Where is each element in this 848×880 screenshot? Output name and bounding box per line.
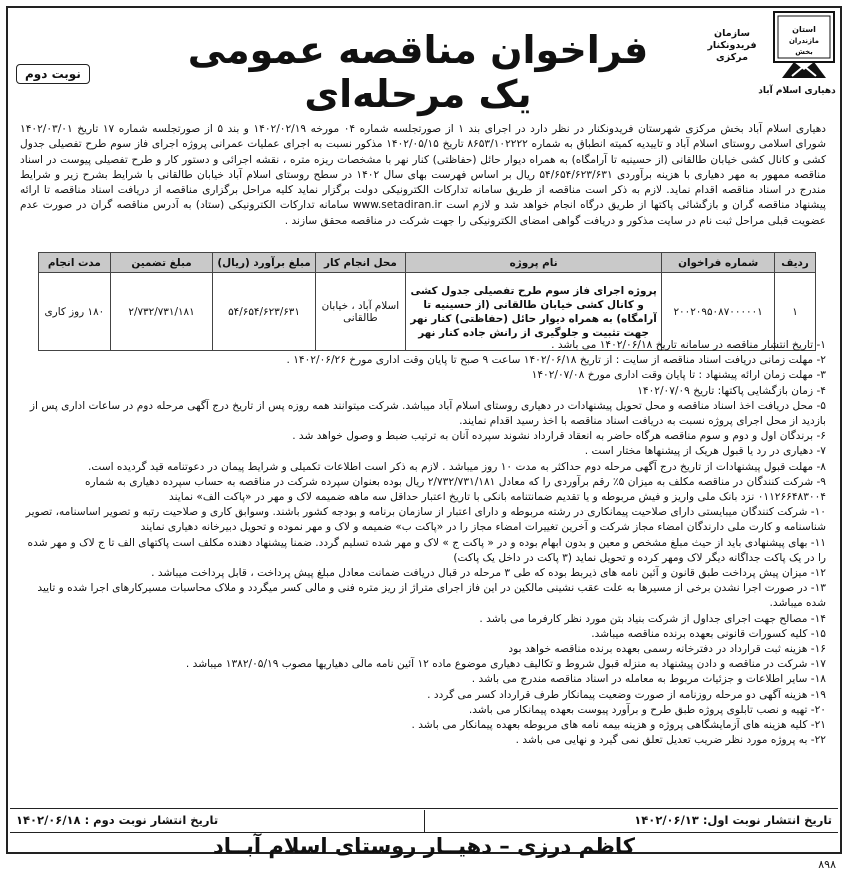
project-table <box>38 252 816 351</box>
condition-item: ۴- زمان بازگشایی پاکتها: تاریخ ۱۴۰۲/۰۷/۰۹ <box>637 384 826 397</box>
svg-text:بخش: بخش <box>795 48 813 56</box>
organization-name: سازمان فریدونکنار مرکزی <box>707 28 757 63</box>
condition-item: ۶- برندگان اول و دوم و سوم مناقصه هرگاه حاضر به انعقاد قرارداد نشوند سپرده آنان به ترتیب ضبط و وصول خواهد شد . <box>292 430 826 443</box>
publication-first-date: تاریخ انتشار نوبت اول: ۱۴۰۲/۰۶/۱۳ <box>634 813 832 827</box>
condition-item: ۱- تاریخ انتشار مناقصه در سامانه تاریخ ۱۴۰۲/۰۶/۱۸ می باشد . <box>551 339 826 351</box>
logo-caption: دهیاری اسلام آباد <box>758 86 836 96</box>
publication-second-date: تاریخ انتشار نوبت دوم : ۱۴۰۲/۰۶/۱۸ <box>16 813 219 827</box>
col-call-number: شماره فراخوان <box>662 253 775 273</box>
signature-line: کاظم درزی – دهیــار روستای اسلام آبــاد <box>213 834 635 858</box>
round-badge: نوبت دوم <box>16 64 90 84</box>
condition-item: ۷- دهیاری در رد یا قبول هریک از پیشنهاها مختار است . <box>584 445 826 458</box>
col-estimate: مبلغ برآورد (ریال) <box>213 253 316 273</box>
col-project-name: نام پروژه <box>405 253 661 273</box>
organization-block <box>692 6 842 106</box>
table-header-row <box>39 253 816 273</box>
condition-item: ۸- مهلت قبول پیشنهادات از تاریخ درج آگهی مرحله دوم حداکثر به مدت ۱۰ روز میباشد . لازم به ذکر است اطلاعات تکمیلی و شرایط پیمان در دعوتنامه قید گردیده است. <box>87 460 826 473</box>
divider-bottom <box>10 832 838 833</box>
col-guarantee: مبلغ تضمین <box>110 253 213 273</box>
village-logo-icon <box>772 10 836 80</box>
cell-estimate: ۵۴/۶۵۴/۶۲۳/۶۳۱ <box>213 273 316 351</box>
condition-item: ۳- مهلت زمان ارائه پیشنهاد : تا پایان وقت اداری مورخ ۱۴۰۲/۰۷/۰۸ <box>531 369 826 382</box>
conditions-list <box>20 338 826 748</box>
cell-guarantee: ۲/۷۳۲/۷۳۱/۱۸۱ <box>110 273 213 351</box>
cell-project-name: پروژه اجرای فاز سوم طرح تفصیلی جدول کشی و کانال کشی خیابان طالقانی (از حسینیه تا آرامگاه) به همراه دیوار حائل (حفاظتی) کنار نهر جهت تثبیت و جلوگیری از رانش جاده کنار نهر <box>405 273 661 351</box>
condition-item: ۱۱- بهای پیشنهادی باید از حیث مبلغ مشخص و معین و بدون ابهام بوده و در « پاکت ج » لاک و مهر شده تسلیم گردد. ضمنا پیشنهاد دهنده مکلف است پاکتهای الف تا ج لاک و مهر شده را در یک پاکت جداگانه دیگر لاک ومهر کرده و تحویل نماید (۳ پاکت در داخل یک پاکت) <box>27 536 826 564</box>
condition-item: ۱۰- شرکت کنندگان میبایستی دارای صلاحیت پیمانکاری در رشته مربوطه و دارای اعتبار از سازمان برنامه و بودجه کشور باشند. وسوابق کاری و صلاحیت رتبه و تصویر اساسنامه، تصویر شناسنامه و کارت ملی دارندگان امضاء مجاز شرکت و آخرین تغییرات امضاء مجاز را در «پاکت ب» ضمیمه و لاک و مهر نموده و تحویل دبیرخانه دهیاری نمایند <box>25 506 826 534</box>
svg-text:مازندران: مازندران <box>788 37 820 45</box>
condition-item: ۱۵- کلیه کسورات قانونی بعهده برنده مناقصه میباشد. <box>591 627 826 640</box>
page-title: فراخوان مناقصه عمومی یک مرحله‌ای <box>187 28 649 116</box>
condition-item: ۲۰- تهیه و نصب تابلوی پروژه طبق طرح و برآورد پیوست بعهده پیمانکار می باشد. <box>468 703 826 716</box>
condition-item: ۱۷- شرکت در مناقصه و دادن پیشنهاد به منزله قبول شروط و تکالیف دهیاری موضوع ماده ۱۲ آئین نامه مالی دهیاریها مصوب ۱۳۸۲/۰۵/۱۹ میباشد . <box>185 658 826 671</box>
cell-duration: ۱۸۰ روز کاری <box>39 273 111 351</box>
condition-item: ۱۹- هزینه آگهی دو مرحله روزنامه از صورت وضعیت پیمانکار طرف قرارداد کسر می گردد . <box>427 688 826 701</box>
condition-item: ۱۶- هزینه ثبت قرارداد در دفترخانه رسمی بعهده برنده مناقصه خواهد بود <box>508 643 826 656</box>
page-number: ۸۹۸ <box>818 858 836 871</box>
condition-item: ۵- محل دریافت اخذ اسناد مناقصه و محل تحویل پیشنهادات در دهیاری روستای اسلام آباد میباشد. شرکت میتوانند همه روزه پس از تاریخ درج آگهی مرحله دوم در ساعات اداری پس از بازدید از محل اجرای پروژه نسبت به دریافت اسناد مناقصه با اخذ رسید اقدام نمایند. <box>29 399 826 428</box>
condition-item: ۲۱- کلیه هزینه های آزمایشگاهی پروژه و هزینه بیمه نامه های مربوطه بعهده پیمانکار می باشد . <box>411 719 826 732</box>
col-location: محل انجام کار <box>315 253 405 273</box>
condition-item: ۱۳- در صورت اجرا نشدن برخی از مسیرها به علت عقب نشینی مالکین در این فاز اجرای متراژ از ریز متره فنی و مالی کسر میگردد و ملاک محاسبات مسیرکارهای اجرا شده و تایید شده میباشد. <box>37 582 826 610</box>
cell-location: اسلام آباد ، خیابان طالقانی <box>315 273 405 351</box>
intro-paragraph: دهیاری اسلام آباد بخش مرکزی شهرستان فریدونکنار در نظر دارد در اجرای بند ۱ از صورتجلسه شماره ۰۴ مورخه ۱۴۰۲/۰۲/۱۹ و بند ۵ از صورتجلسه شماره ۱۷ تاریخ ۱۴۰۲/۰۳/۰۱ شورای اسلامی روستای اسلام آباد و تاییدیه کمیته انطباق به شماره ۸۶۵۳/۱۰۲۲۲۲ تاریخ ۱۴۰۲/۰۵/۱۵ مذکور نسبت به اجرای عملیات عمرانی پروژه اجرای فاز سوم طرح تفصیلی جدول کشی و کانال کشی خیابان طالقانی (از حسینیه تا آرامگاه) به همراه دیوار حائل (حفاظتی) کنار نهر با مشخصات ریزه متره ، نقشه اجرائی و دستور کار و طرح تفصیلی پیوست در اسناد مناقصه ممهور به مهر دهیاری با هزینه برآوردی ۵۴/۶۵۴/۶۲۳/۶۳۱ ریال بر اساس فهرست بهای سال ۱۴۰۲ در سطح روستای اسلام آباد خیابان طالقانی با شرایط بشرح زیر و شرایط مندرج در اسناد مناقصه اقدام نماید. لازم به ذکر است مناقصه از طریق سامانه تدارکات الکترونیکی دولت برگزار نماید کلیه مراحل برگزاری مناقصه از دریافت اسناد مناقصه تا ارائه پیشنهاد مناقصه گران و بازگشائی پاکتها از طریق درگاه انجام خواهد شد و لازم است www.setadiran.ir سامانه تدارکات الکترونیکی (ستاد) به آدرس مناقصه گران در صورت عدم عضویت قبلی مراحل ثبت نام در سایت مذکور و دریافت گواهی امضای الکترونیکی را جهت شرکت در مناقصه محقق سازند . <box>20 123 827 227</box>
condition-item: ۲۲- به پروژه مورد نظر ضریب تعدیل تعلق نمی گیرد و نهایی می باشد . <box>515 734 826 747</box>
condition-item: ۹- شرکت کنندگان در مناقصه مکلف به میزان ۵٪ رقم برآوردی را که معادل ۲/۷۳۲/۷۳۱/۱۸۱ ریال بوده بعنوان سپرده شرکت در مناقصه به حساب سپرده دهیاری به شماره ۰۱۱۲۶۶۴۸۳۰۰۴ نزد بانک ملی واریز و فیش مربوطه و یا تقدیم ضمانتنامه بانکی با تاریخ اعتبار حداقل سه ماهه ضمیمه لاک و مهر در «پاکت الف» نمایند <box>84 475 826 504</box>
condition-item: ۲- مهلت زمانی دریافت اسناد مناقصه از سایت : از تاریخ ۱۴۰۲/۰۶/۱۸ ساعت ۹ صبح تا پایان وقت اداری مورخ ۱۴۰۲/۰۶/۲۶ . <box>286 354 826 367</box>
publication-divider <box>424 810 425 832</box>
condition-item: ۱۸- سایر اطلاعات و جزئیات مربوط به معامله در اسناد مناقصه مندرج می باشد . <box>471 673 826 686</box>
condition-item: ۱۲- میزان پیش پرداخت طبق قانون و آئین نامه های ذیربط بوده که طی ۳ مرحله در قبال دریافت ضمانت معادل مبلغ پیش پرداخت ، قابل پرداخت میباشد . <box>151 567 826 580</box>
svg-text:استان: استان <box>792 25 816 34</box>
divider-top <box>10 808 838 809</box>
cell-call-number: ۲۰۰۲۰۹۵۰۸۷۰۰۰۰۰۱ <box>662 273 775 351</box>
col-index: ردیف <box>775 253 816 273</box>
cell-index: ۱ <box>775 273 816 351</box>
col-duration: مدت انجام <box>39 253 111 273</box>
condition-item: ۱۴- مصالح جهت اجرای جداول از شرکت بنیاد بتن مورد نظر کارفرما می باشد . <box>479 612 826 625</box>
publication-row <box>10 810 838 832</box>
